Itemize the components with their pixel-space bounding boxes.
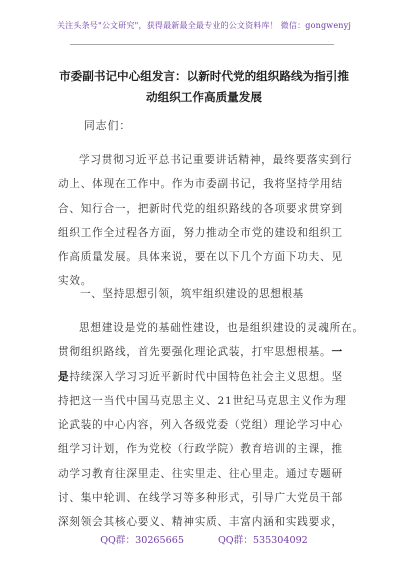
text-line: 论武装的中心内容，列入各级党委（党组）理论学习中心 — [58, 419, 343, 432]
document-title — [40, 66, 368, 108]
text-line: 组学习计划，作为党校（行政学院）教育培训的主课，推 — [58, 443, 343, 456]
text-line — [58, 340, 356, 364]
text-line: 思想建设是党的基础性建设，也是组织建设的灵魂所在。 — [79, 322, 364, 334]
title-line: 市委副书记中心组发言：以新时代党的组织路线为指引推 — [59, 69, 349, 83]
section-heading: 一、坚持思想引领，筑牢组织建设的思想根基 — [80, 288, 304, 300]
paragraph-section1 — [58, 316, 364, 535]
page-footer — [0, 532, 408, 546]
text-line: 组织工作全过程各方面，努力推动全市党的建设和组织工 — [58, 226, 343, 239]
text-span: 持续深入学习习近平新时代中国特色社会主义思想。坚 — [69, 370, 343, 383]
qq-group-1: QQ群：30265665 — [100, 535, 184, 546]
text-span: 贯彻组织路线，首先要强化理论武装，打牢思想根基。 — [58, 346, 332, 359]
text-line — [58, 365, 356, 389]
text-line: 实效。 — [58, 275, 93, 288]
text-line: 深刻领会其核心要义、精神实质、丰富内涵和实践要求， — [58, 516, 343, 529]
text-line: 持把这一当代中国马克思主义、21世纪马克思主义作为理 — [58, 394, 347, 407]
banner-divider — [70, 44, 334, 45]
text-line: 合、知行合一，把新时代党的组织路线的各项要求贯穿到 — [58, 202, 343, 215]
text-line: 动学习教育往深里走、往实里走、往心里走。通过专题研 — [58, 467, 343, 480]
bold-marker: 是 — [58, 370, 70, 383]
paragraph-intro — [58, 148, 356, 294]
text-line: 动上、体现在工作中。作为市委副书记，我将坚持学用结 — [58, 178, 343, 191]
promo-banner: 关注头条号"公文研究"，获得最新最全最专业的公文资料库！ 微信：gongwenyj — [56, 21, 352, 30]
title-line: 动组织工作高质量发展 — [146, 90, 262, 104]
text-line: 作高质量发展。具体来说，要在以下几个方面下功夫、见 — [58, 251, 343, 264]
salutation: 同志们： — [84, 119, 132, 132]
qq-group-2: QQ群：535304092 — [217, 535, 308, 546]
text-line: 讨、集中轮训、在线学习等多种形式，引导广大党员干部 — [58, 492, 343, 505]
bold-marker: 一 — [331, 346, 343, 359]
text-line: 学习贯彻习近平总书记重要讲话精神，最终要落实到行 — [79, 154, 353, 166]
